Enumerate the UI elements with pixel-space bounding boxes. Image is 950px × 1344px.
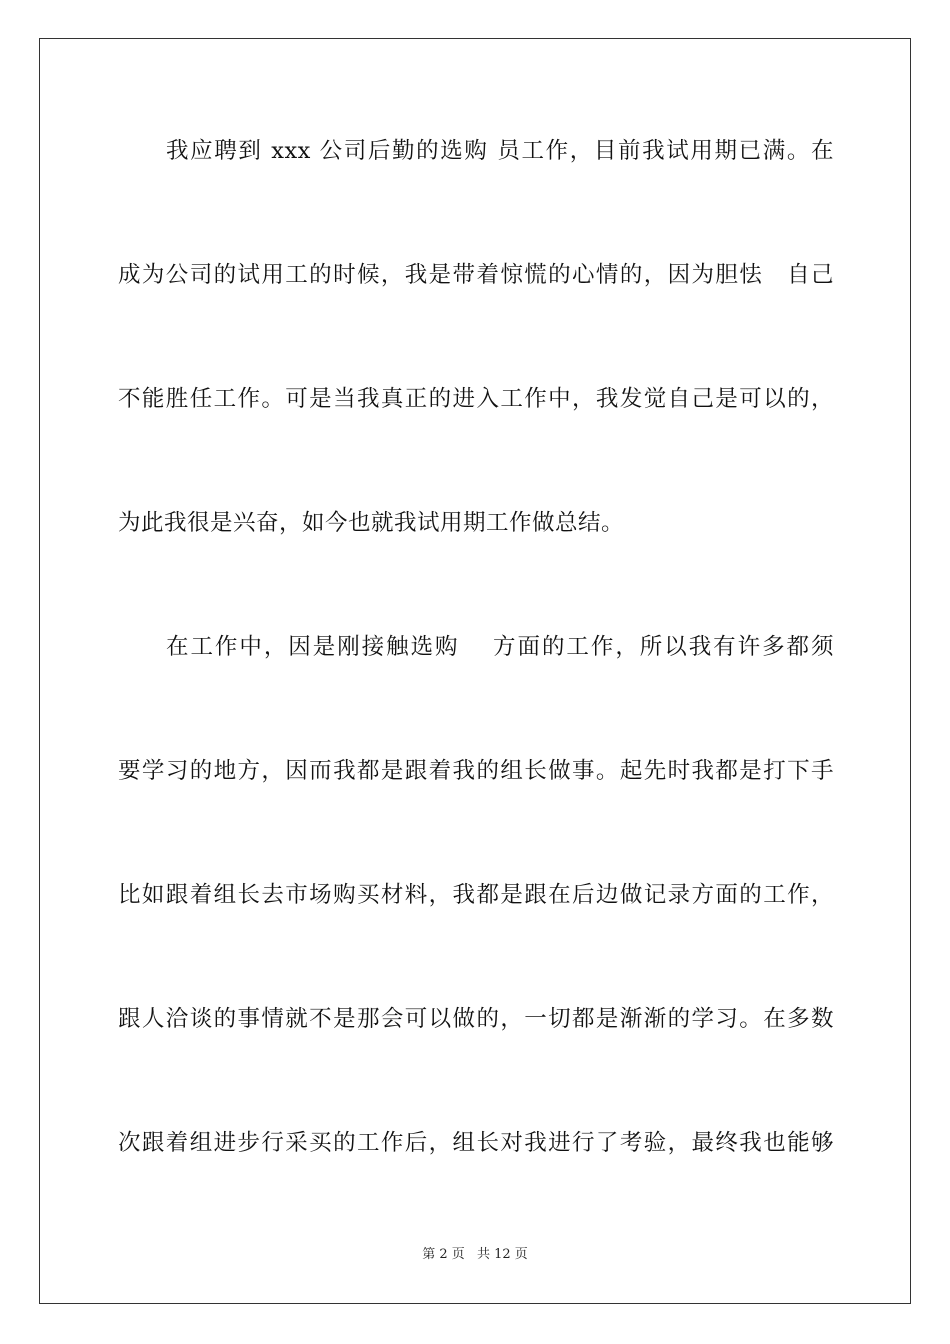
paragraph-2-line-3: 比如跟着组长去市场购买材料，我都是跟在后边做记录方面的工作， (118, 882, 834, 908)
paragraph-1-line-1: 我应聘到 xxx 公司后勤的选购 员工作，目前我试用期已满。在 (166, 138, 834, 164)
page-border (39, 38, 911, 1304)
paragraph-1-line-2: 成为公司的试用工的时候，我是带着惊慌的心情的，因为胆怯 自己 (118, 262, 834, 288)
paragraph-1-line-3: 不能胜任工作。可是当我真正的进入工作中，我发觉自己是可以的， (118, 386, 834, 412)
page-footer (0, 1246, 950, 1264)
paragraph-2-line-2: 要学习的地方，因而我都是跟着我的组长做事。起先时我都是打下手 (118, 758, 834, 784)
page-total: 共 12 页 (476, 1247, 528, 1262)
page-number: 第 2 页 (422, 1247, 465, 1262)
paragraph-2-line-1: 在工作中，因是刚接触选购 方面的工作，所以我有许多都须 (166, 634, 834, 660)
paragraph-2-line-4: 跟人洽谈的事情就不是那会可以做的，一切都是渐渐的学习。在多数 (118, 1006, 834, 1032)
paragraph-1-line-4: 为此我很是兴奋，如今也就我试用期工作做总结。 (118, 510, 625, 536)
paragraph-2-line-5: 次跟着组进步行采买的工作后，组长对我进行了考验，最终我也能够 (118, 1130, 834, 1156)
